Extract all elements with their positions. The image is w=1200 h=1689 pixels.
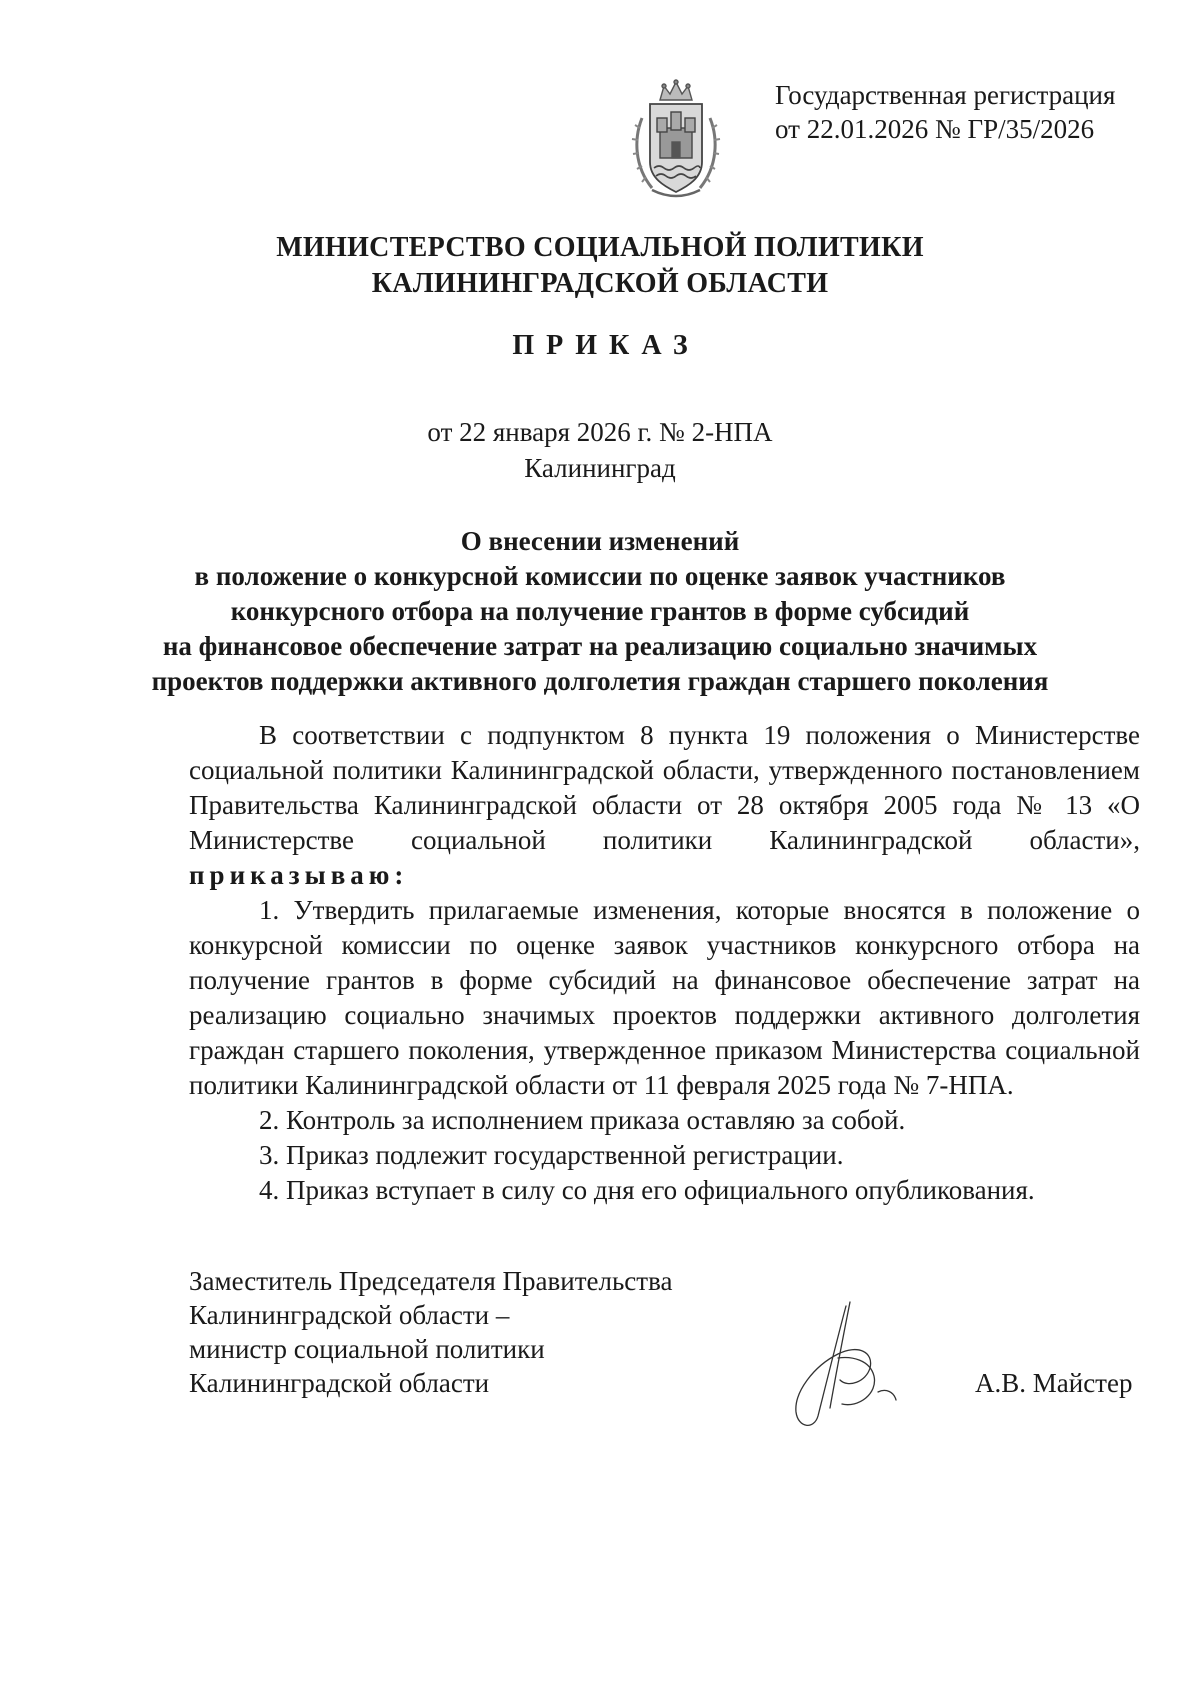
order-date-number: от 22 января 2026 г. № 2-НПА bbox=[427, 417, 773, 447]
registration-title: Государственная регистрация bbox=[775, 80, 1116, 110]
order-city: Калининград bbox=[524, 453, 676, 483]
document-type-title: ПРИКАЗ bbox=[512, 330, 700, 361]
order-date-block bbox=[0, 414, 1200, 486]
coat-of-arms-icon bbox=[630, 78, 722, 204]
order-item-1: 1. Утвердить прилагаемые изменения, которые вносятся в положение о конкурсной комиссии по оценке заявок участников конкурсного отбора на получение грантов в форме субсидий на финансовое обеспечение затрат на реализацию социально значимых проектов поддержки активного долголетия граждан старшего поколения, утвержденное приказом Министерства социальной политики Калининградской области от 11 февраля 2025 года № 7-НПА. bbox=[189, 895, 1140, 1100]
signer-position-line: Калининградской области – bbox=[189, 1300, 510, 1330]
order-item-4: 4. Приказ вступает в силу со дня его официального опубликования. bbox=[259, 1175, 1035, 1205]
order-body bbox=[189, 718, 1140, 1208]
order-subject-heading bbox=[0, 524, 1200, 699]
subject-line: на финансовое обеспечение затрат на реализацию социально значимых bbox=[162, 631, 1038, 661]
subject-line: конкурсного отбора на получение грантов в форме субсидий bbox=[230, 596, 970, 626]
subject-line: в положение о конкурсной комиссии по оценке заявок участников bbox=[194, 561, 1006, 591]
preamble-paragraph bbox=[189, 718, 1140, 893]
registration-number: от 22.01.2026 № ГР/35/2026 bbox=[775, 114, 1095, 144]
handwritten-signature-icon bbox=[778, 1296, 908, 1436]
signer-position-line: Заместитель Председателя Правительства bbox=[189, 1266, 673, 1296]
signer-name: А.В. Майстер bbox=[975, 1368, 1133, 1398]
signer-position-line: министр социальной политики bbox=[189, 1334, 545, 1364]
subject-line: проектов поддержки активного долголетия граждан старшего поколения bbox=[151, 666, 1049, 696]
ministry-name-line1: МИНИСТЕРСТВО СОЦИАЛЬНОЙ ПОЛИТИКИ bbox=[276, 232, 924, 263]
order-item-2: 2. Контроль за исполнением приказа оставляю за собой. bbox=[259, 1105, 906, 1135]
state-registration-stamp bbox=[775, 78, 1115, 146]
signer-position bbox=[189, 1264, 672, 1400]
ministry-name-line2: КАЛИНИНГРАДСКОЙ ОБЛАСТИ bbox=[371, 268, 829, 299]
signer-position-line: Калининградской области bbox=[189, 1368, 490, 1398]
subject-line: О внесении изменений bbox=[460, 526, 740, 556]
ministry-name bbox=[0, 230, 1200, 302]
order-item-3: 3. Приказ подлежит государственной регистрации. bbox=[259, 1140, 844, 1170]
decree-word: приказываю: bbox=[189, 860, 409, 890]
preamble-text: В соответствии с подпунктом 8 пункта 19 положения о Министерстве социальной политики Калининградской области, утвержденного постановлением Правительства Калининградской области от 28 октября 2005 года № 13 «О Министерстве социальной политики Калининградской области», bbox=[189, 720, 1140, 855]
